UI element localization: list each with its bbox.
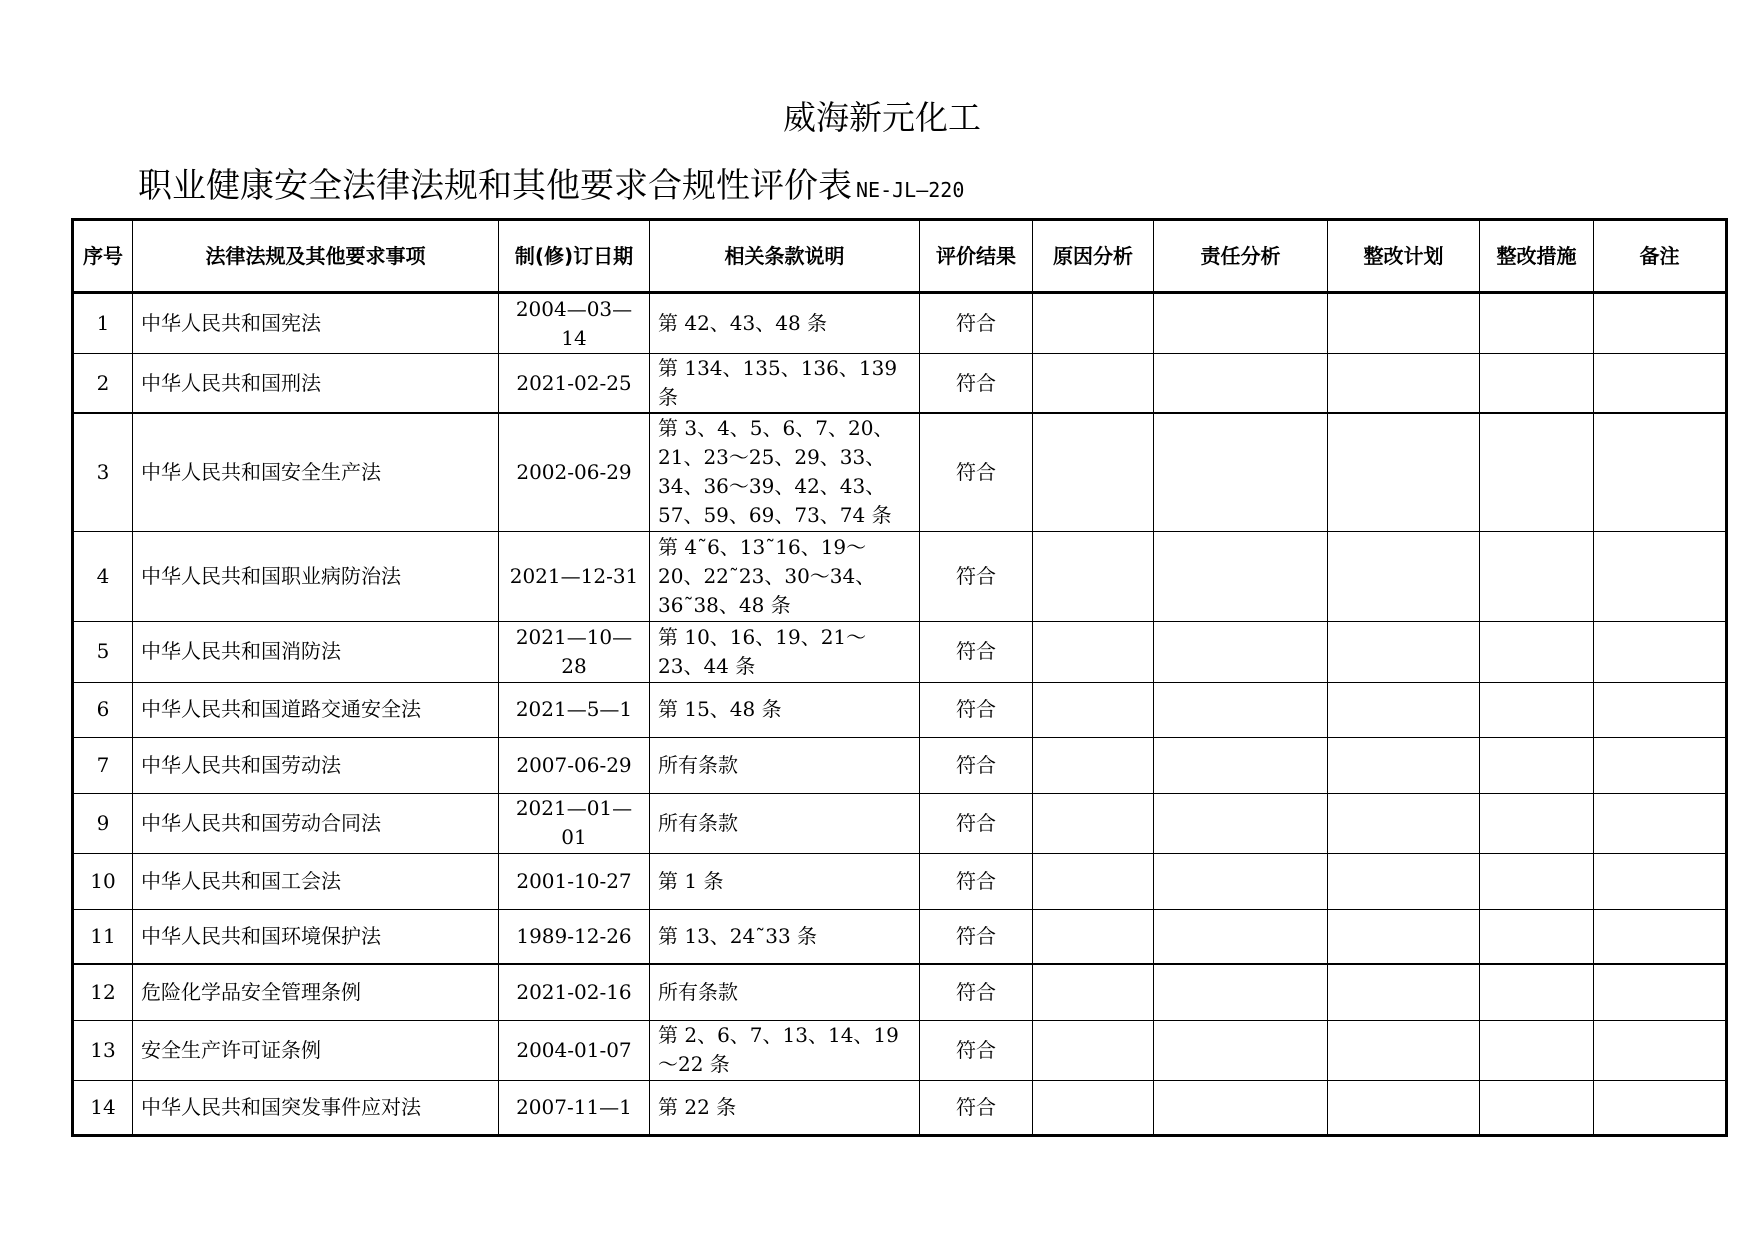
seq-cell: 4 [73, 531, 133, 621]
date-cell: 2004—03—14 [499, 293, 650, 354]
plan-cell [1328, 531, 1480, 621]
result-cell: 符合 [920, 293, 1033, 354]
date-cell: 2004-01-07 [499, 1020, 650, 1080]
responsibility-cell [1154, 964, 1328, 1020]
clause-cell: 第 2、6、7、13、14、19～22 条 [650, 1020, 920, 1080]
seq-cell: 7 [73, 737, 133, 793]
responsibility-cell [1154, 1020, 1328, 1080]
result-cell: 符合 [920, 531, 1033, 621]
table-row [73, 964, 1727, 1020]
company-name: 威海新元化工 [783, 98, 981, 137]
header-cause: 原因分析 [1033, 220, 1154, 293]
date-cell: 2001-10-27 [499, 853, 650, 909]
measures-cell [1480, 621, 1594, 682]
responsibility-cell [1154, 1080, 1328, 1135]
regulation-name-cell: 中华人民共和国劳动法 [133, 737, 499, 793]
plan-cell [1328, 964, 1480, 1020]
document-code: NE-JL—220 [856, 178, 965, 202]
result-cell: 符合 [920, 853, 1033, 909]
measures-cell [1480, 531, 1594, 621]
date-cell: 2021—10—28 [499, 621, 650, 682]
result-cell: 符合 [920, 413, 1033, 531]
seq-cell: 10 [73, 853, 133, 909]
clause-cell: 所有条款 [650, 793, 920, 853]
result-cell: 符合 [920, 1080, 1033, 1135]
date-cell: 2021—01—01 [499, 793, 650, 853]
date-cell: 2007-11—1 [499, 1080, 650, 1135]
clause-cell: 第 1 条 [650, 853, 920, 909]
result-cell: 符合 [920, 1020, 1033, 1080]
date-cell: 2021—12-31 [499, 531, 650, 621]
measures-cell [1480, 909, 1594, 964]
header-measures: 整改措施 [1480, 220, 1594, 293]
table-row [73, 413, 1727, 531]
seq-cell: 2 [73, 354, 133, 414]
table-row [73, 853, 1727, 909]
responsibility-cell [1154, 413, 1328, 531]
regulation-name-cell: 中华人民共和国宪法 [133, 293, 499, 354]
remarks-cell [1594, 531, 1727, 621]
regulation-name-cell: 中华人民共和国道路交通安全法 [133, 682, 499, 737]
header-plan: 整改计划 [1328, 220, 1480, 293]
cause-cell [1033, 853, 1154, 909]
table-row [73, 1020, 1727, 1080]
header-seq: 序号 [73, 220, 133, 293]
seq-cell: 12 [73, 964, 133, 1020]
remarks-cell [1594, 737, 1727, 793]
responsibility-cell [1154, 737, 1328, 793]
cause-cell [1033, 909, 1154, 964]
regulation-name-cell: 危险化学品安全管理条例 [133, 964, 499, 1020]
cause-cell [1033, 293, 1154, 354]
clause-cell: 第 3、4、5、6、7、20、21、23～25、29、33、34、36～39、42、43、57、59、69、73、74 条 [650, 413, 920, 531]
header-name: 法律法规及其他要求事项 [133, 220, 499, 293]
plan-cell [1328, 413, 1480, 531]
clause-cell: 第 10、16、19、21～23、44 条 [650, 621, 920, 682]
seq-cell: 1 [73, 293, 133, 354]
clause-cell: 所有条款 [650, 964, 920, 1020]
responsibility-cell [1154, 293, 1328, 354]
remarks-cell [1594, 909, 1727, 964]
plan-cell [1328, 909, 1480, 964]
measures-cell [1480, 354, 1594, 414]
result-cell: 符合 [920, 909, 1033, 964]
plan-cell [1328, 354, 1480, 414]
plan-cell [1328, 682, 1480, 737]
cause-cell [1033, 531, 1154, 621]
result-cell: 符合 [920, 737, 1033, 793]
measures-cell [1480, 413, 1594, 531]
plan-cell [1328, 1020, 1480, 1080]
date-cell: 1989-12-26 [499, 909, 650, 964]
regulation-name-cell: 中华人民共和国刑法 [133, 354, 499, 414]
seq-cell: 3 [73, 413, 133, 531]
table-row [73, 293, 1727, 354]
result-cell: 符合 [920, 682, 1033, 737]
remarks-cell [1594, 853, 1727, 909]
measures-cell [1480, 964, 1594, 1020]
measures-cell [1480, 793, 1594, 853]
remarks-cell [1594, 964, 1727, 1020]
responsibility-cell [1154, 354, 1328, 414]
measures-cell [1480, 853, 1594, 909]
date-cell: 2002-06-29 [499, 413, 650, 531]
cause-cell [1033, 793, 1154, 853]
seq-cell: 9 [73, 793, 133, 853]
remarks-cell [1594, 354, 1727, 414]
regulation-name-cell: 中华人民共和国环境保护法 [133, 909, 499, 964]
clause-cell: 第 22 条 [650, 1080, 920, 1135]
result-cell: 符合 [920, 964, 1033, 1020]
cause-cell [1033, 621, 1154, 682]
form-title: 职业健康安全法律法规和其他要求合规性评价表 [138, 166, 852, 206]
responsibility-cell [1154, 853, 1328, 909]
responsibility-cell [1154, 793, 1328, 853]
clause-cell: 所有条款 [650, 737, 920, 793]
result-cell: 符合 [920, 354, 1033, 414]
header-date: 制(修)订日期 [499, 220, 650, 293]
table-row [73, 793, 1727, 853]
date-cell: 2021-02-16 [499, 964, 650, 1020]
clause-cell: 第 134、135、136、139 条 [650, 354, 920, 414]
table-row [73, 621, 1727, 682]
table-row [73, 1080, 1727, 1135]
responsibility-cell [1154, 909, 1328, 964]
regulation-name-cell: 中华人民共和国消防法 [133, 621, 499, 682]
seq-cell: 14 [73, 1080, 133, 1135]
remarks-cell [1594, 621, 1727, 682]
responsibility-cell [1154, 682, 1328, 737]
cause-cell [1033, 1080, 1154, 1135]
title-row [138, 164, 964, 208]
table-row [73, 737, 1727, 793]
header-responsibility: 责任分析 [1154, 220, 1328, 293]
regulation-name-cell: 中华人民共和国劳动合同法 [133, 793, 499, 853]
clause-cell: 第 15、48 条 [650, 682, 920, 737]
plan-cell [1328, 793, 1480, 853]
result-cell: 符合 [920, 793, 1033, 853]
clause-cell: 第 42、43、48 条 [650, 293, 920, 354]
cause-cell [1033, 682, 1154, 737]
remarks-cell [1594, 293, 1727, 354]
measures-cell [1480, 737, 1594, 793]
regulation-name-cell: 中华人民共和国工会法 [133, 853, 499, 909]
header-result: 评价结果 [920, 220, 1033, 293]
date-cell: 2021—5—1 [499, 682, 650, 737]
remarks-cell [1594, 1020, 1727, 1080]
seq-cell: 6 [73, 682, 133, 737]
responsibility-cell [1154, 621, 1328, 682]
plan-cell [1328, 293, 1480, 354]
cause-cell [1033, 1020, 1154, 1080]
measures-cell [1480, 1080, 1594, 1135]
remarks-cell [1594, 682, 1727, 737]
clause-cell: 第 13、24˜33 条 [650, 909, 920, 964]
measures-cell [1480, 682, 1594, 737]
result-cell: 符合 [920, 621, 1033, 682]
cause-cell [1033, 354, 1154, 414]
header-remarks: 备注 [1594, 220, 1727, 293]
table-row [73, 682, 1727, 737]
plan-cell [1328, 1080, 1480, 1135]
table-row [73, 354, 1727, 414]
date-cell: 2021-02-25 [499, 354, 650, 414]
plan-cell [1328, 737, 1480, 793]
cause-cell [1033, 964, 1154, 1020]
measures-cell [1480, 1020, 1594, 1080]
date-cell: 2007-06-29 [499, 737, 650, 793]
table-row [73, 531, 1727, 621]
remarks-cell [1594, 413, 1727, 531]
regulation-name-cell: 安全生产许可证条例 [133, 1020, 499, 1080]
clause-cell: 第 4˜6、13˜16、19～20、22˜23、30～34、36˜38、48 条 [650, 531, 920, 621]
plan-cell [1328, 621, 1480, 682]
measures-cell [1480, 293, 1594, 354]
plan-cell [1328, 853, 1480, 909]
responsibility-cell [1154, 531, 1328, 621]
cause-cell [1033, 737, 1154, 793]
table-row [73, 909, 1727, 964]
seq-cell: 11 [73, 909, 133, 964]
seq-cell: 13 [73, 1020, 133, 1080]
header-clause: 相关条款说明 [650, 220, 920, 293]
header-row [73, 220, 1727, 293]
remarks-cell [1594, 793, 1727, 853]
compliance-evaluation-table [71, 218, 1728, 1137]
regulation-name-cell: 中华人民共和国安全生产法 [133, 413, 499, 531]
regulation-name-cell: 中华人民共和国职业病防治法 [133, 531, 499, 621]
remarks-cell [1594, 1080, 1727, 1135]
regulation-name-cell: 中华人民共和国突发事件应对法 [133, 1080, 499, 1135]
cause-cell [1033, 413, 1154, 531]
seq-cell: 5 [73, 621, 133, 682]
